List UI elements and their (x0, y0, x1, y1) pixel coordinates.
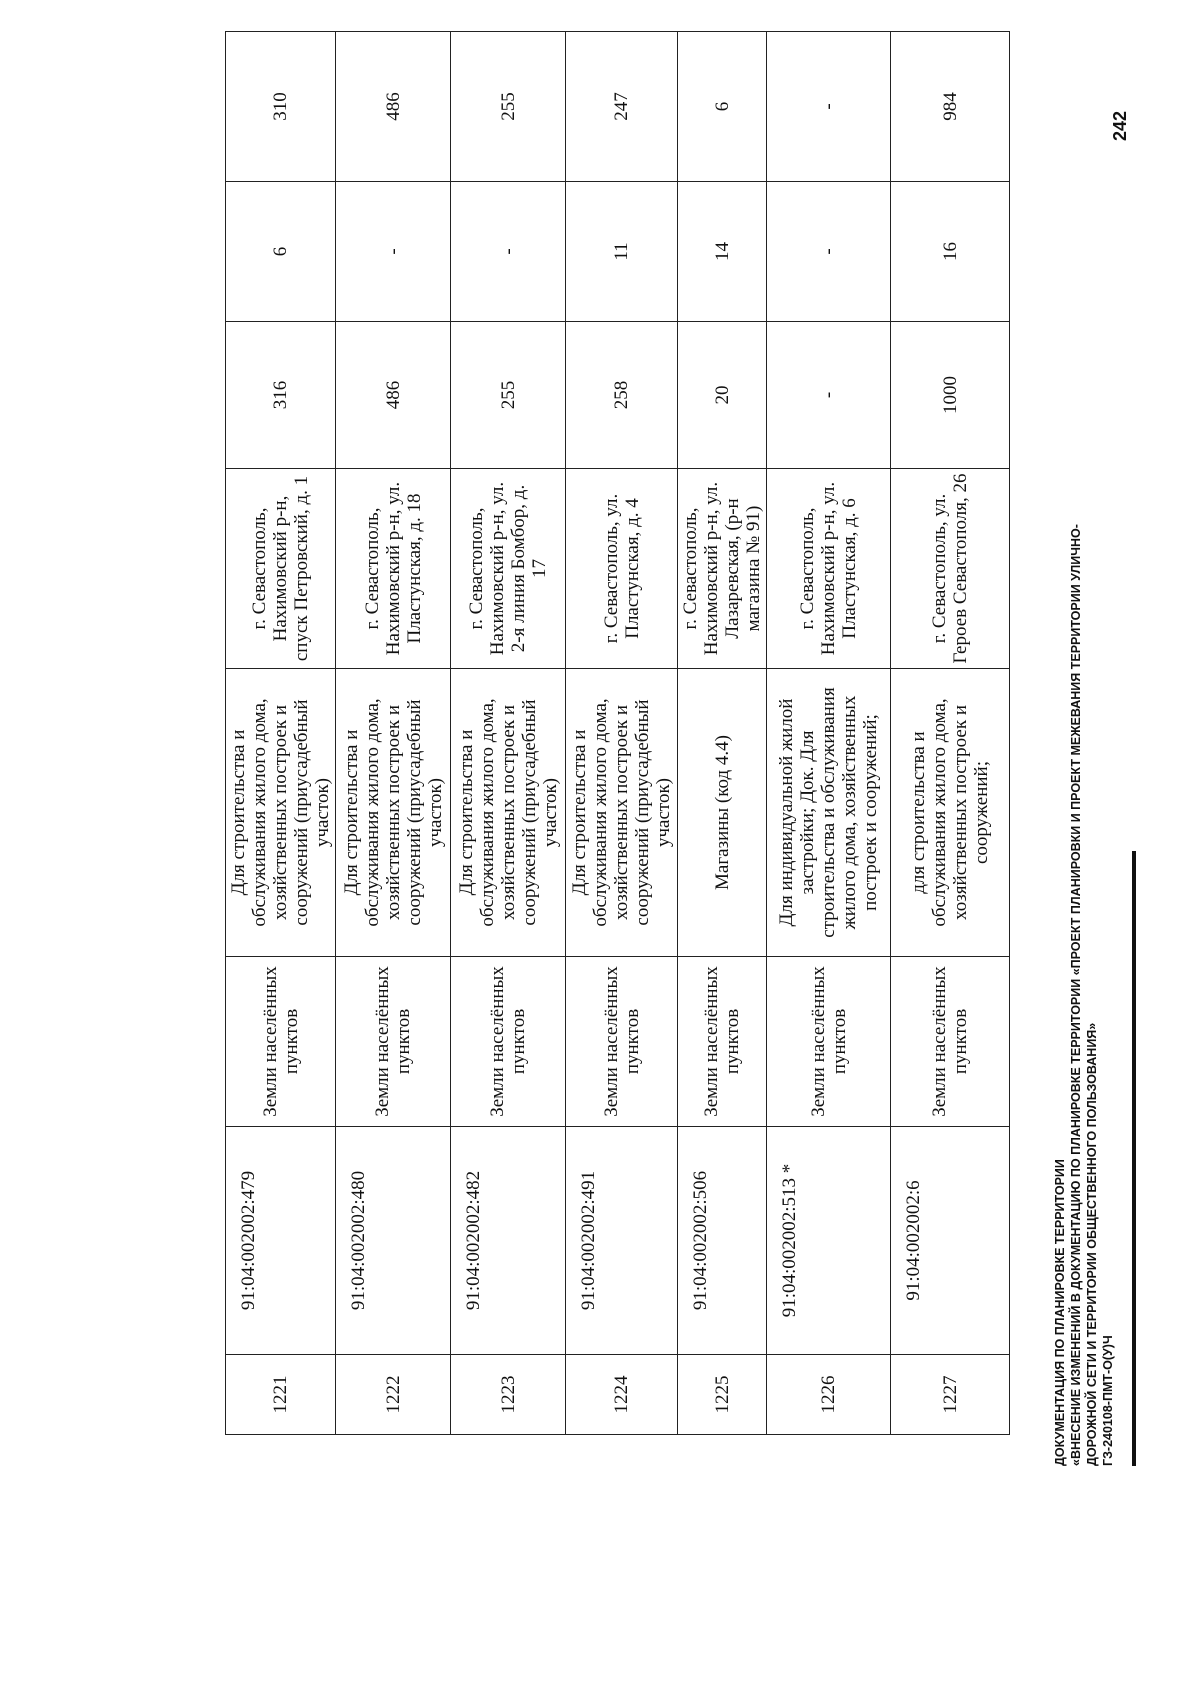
address: г. Севастополь, ул. Героев Севастополя, 26 (891, 469, 1010, 669)
area-remaining: 984 (891, 32, 1010, 182)
area-remaining: 247 (566, 32, 678, 182)
area-excluded: - (336, 182, 451, 322)
area-remaining: 310 (226, 32, 336, 182)
area-excluded: 11 (566, 182, 678, 322)
area-remaining: 6 (678, 32, 767, 182)
table-row (678, 32, 767, 1435)
area-total: 1000 (891, 322, 1010, 469)
row-number: 1222 (336, 1355, 451, 1435)
area-excluded: 16 (891, 182, 1010, 322)
cadastral-number: 91:04:002002:479 (226, 1127, 336, 1355)
land-category: Земли населённых пунктов (226, 957, 336, 1127)
permitted-use: Для строительства и обслуживания жилого дома, хозяйственных построек и сооружений (приусадебный участок) (566, 669, 678, 957)
cadastral-number: 91:04:002002:491 (566, 1127, 678, 1355)
address: г. Севастополь, Нахимовский р-н, спуск Петровский, д. 1 (226, 469, 336, 669)
address: г. Севастополь, Нахимовский р-н, ул. Пластунская, д. 6 (767, 469, 891, 669)
row-number: 1227 (891, 1355, 1010, 1435)
table-row (451, 32, 566, 1435)
land-category: Земли населённых пунктов (566, 957, 678, 1127)
row-number: 1221 (226, 1355, 336, 1435)
cadastral-number: 91:04:002002:480 (336, 1127, 451, 1355)
area-remaining: 255 (451, 32, 566, 182)
permitted-use: Для строительства и обслуживания жилого дома, хозяйственных построек и сооружений (приусадебный участок) (226, 669, 336, 957)
land-plots-table (225, 31, 1010, 1435)
row-number: 1226 (767, 1355, 891, 1435)
land-category: Земли населённых пунктов (451, 957, 566, 1127)
header-line-4: ГЗ-240108-ПМТ-О(У)Ч (1101, 1335, 1115, 1466)
table-row (336, 32, 451, 1435)
address: г. Севастополь, Нахимовский р-н, ул. Лазаревская, (р-н магазина № 91) (678, 469, 767, 669)
address: г. Севастополь, ул. Пластунская, д. 4 (566, 469, 678, 669)
page-number: 242 (1110, 110, 1130, 141)
cadastral-number: 91:04:002002:506 (678, 1127, 767, 1355)
area-total: 486 (336, 322, 451, 469)
area-remaining: - (767, 32, 891, 182)
table-row (566, 32, 678, 1435)
header-line-3: ДОРОЖНОЙ СЕТИ И ТЕРРИТОРИИ ОБЩЕСТВЕННОГО ПОЛЬЗОВАНИЯ» (1085, 1022, 1099, 1466)
permitted-use: Для строительства и обслуживания жилого дома, хозяйственных построек и сооружений (приусадебный участок) (451, 669, 566, 957)
area-remaining: 486 (336, 32, 451, 182)
permitted-use: Для индивидуальной жилой застройки; Док. Для строительства и обслуживания жилого дома, хозяйственных построек и сооружений; (767, 669, 891, 957)
row-number: 1224 (566, 1355, 678, 1435)
cadastral-number: 91:04:002002:6 (891, 1127, 1010, 1355)
area-total: 258 (566, 322, 678, 469)
document-header (1052, 216, 1116, 1466)
land-category: Земли населённых пунктов (767, 957, 891, 1127)
table-row (891, 32, 1010, 1435)
land-category: Земли населённых пунктов (678, 957, 767, 1127)
permitted-use: Для строительства и обслуживания жилого дома, хозяйственных построек и сооружений (приусадебный участок) (336, 669, 451, 957)
row-number: 1225 (678, 1355, 767, 1435)
area-excluded: - (767, 182, 891, 322)
table-row (226, 32, 336, 1435)
area-total: 316 (226, 322, 336, 469)
row-number: 1223 (451, 1355, 566, 1435)
header-line-1: ДОКУМЕНТАЦИЯ ПО ПЛАНИРОВКЕ ТЕРРИТОРИИ (1053, 1159, 1067, 1466)
area-total: - (767, 322, 891, 469)
address: г. Севастополь, Нахимовский р-н, ул. Пластунская, д. 18 (336, 469, 451, 669)
area-total: 255 (451, 322, 566, 469)
address: г. Севастополь, Нахимовский р-н, ул. 2-я линия Бомбор, д. 17 (451, 469, 566, 669)
area-excluded: 14 (678, 182, 767, 322)
permitted-use: для строительства и обслуживания жилого дома, хозяйственных построек и сооружений; (891, 669, 1010, 957)
cadastral-number: 91:04:002002:513 * (767, 1127, 891, 1355)
area-excluded: 6 (226, 182, 336, 322)
header-line-2: «ВНЕСЕНИЕ ИЗМЕНЕНИЙ В ДОКУМЕНТАЦИЮ ПО ПЛАНИРОВКЕ ТЕРРИТОРИИ «ПРОЕКТ ПЛАНИРОВКИ И ПРОЕКТ МЕЖЕВАНИЯ ТЕРРИТОРИИ УЛИЧНО- (1069, 524, 1083, 1466)
cadastral-number: 91:04:002002:482 (451, 1127, 566, 1355)
area-excluded: - (451, 182, 566, 322)
table-row (767, 32, 891, 1435)
header-rule (1132, 851, 1136, 1466)
land-category: Земли населённых пунктов (336, 957, 451, 1127)
permitted-use: Магазины (код 4.4) (678, 669, 767, 957)
area-total: 20 (678, 322, 767, 469)
land-category: Земли населённых пунктов (891, 957, 1010, 1127)
